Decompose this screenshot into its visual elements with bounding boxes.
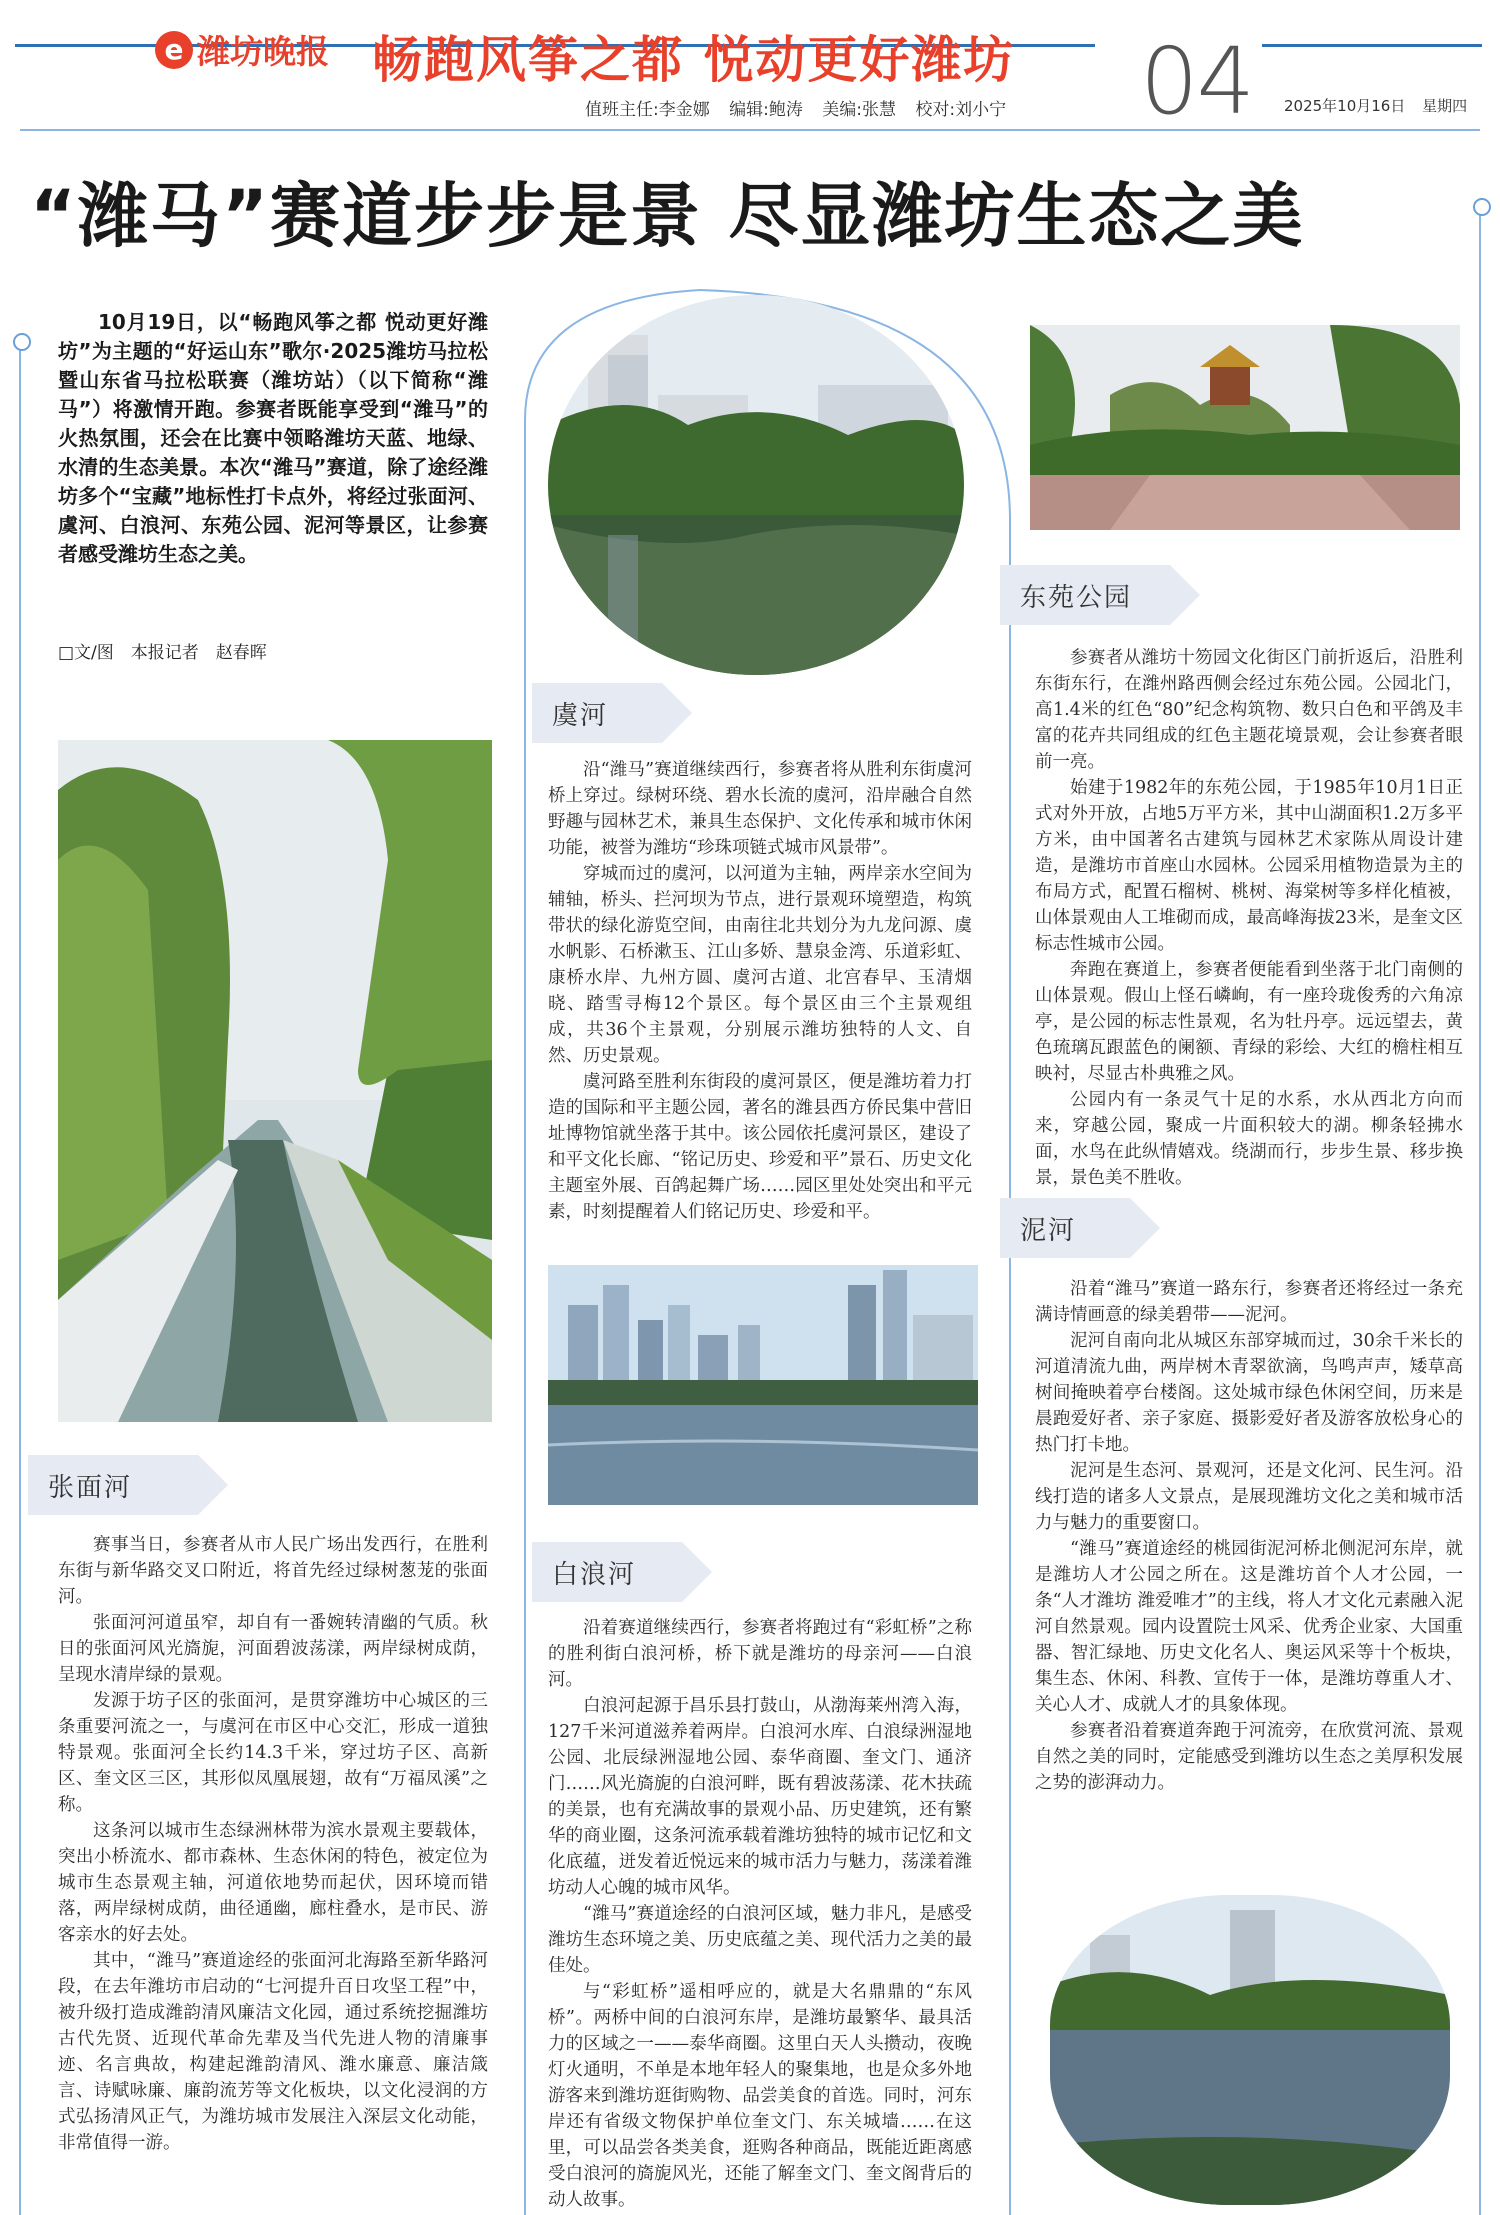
paragraph: 虞河路至胜利东街段的虞河景区，便是潍坊着力打造的国际和平主题公园，著名的潍县西方侨民集中营旧址博物馆就坐落于其中。该公园依托虞河景区，建设了和平文化长廊、“铭记历史、珍爱和平”景石、历史文化主题室外展、百鸽起舞广场……园区里处处突出和平元素，时刻提醒着人们铭记历史、珍爱和平。 (548, 1072, 972, 1222)
section-title-dongyuan: 东苑公园 (1000, 565, 1170, 625)
intro-paragraph: 10月19日，以“畅跑风筝之都 悦动更好潍坊”为主题的“好运山东”歌尔·2025潍坊马拉松暨山东省马拉松联赛（潍坊站）（以下简称“潍马”）将激情开跑。参赛者既能享受到“潍马”的火热氛围，还会在比赛中领略潍坊天蓝、地绿、水清的生态美景。本次“潍马”赛道，除了途经潍坊多个“宝藏”地标性打卡点外，将经过张面河、虞河、白浪河、东苑公园、泥河等景区，让参赛者感受潍坊生态之美。 (58, 310, 488, 566)
logo-text: 潍坊晚报 (197, 32, 329, 71)
curve-dot (1473, 198, 1491, 216)
paragraph: 发源于坊子区的张面河，是贯穿潍坊中心城区的三条重要河流之一，与虞河在市区中心交汇，形成一道独特景观。张面河全长约14.3千米，穿过坊子区、高新区、奎文区三区，其形似凤凰展翅，故有“万福凤溪”之称。 (58, 1691, 488, 1815)
article-zhangmian (58, 1532, 488, 2156)
page-number: 04 (1140, 28, 1254, 135)
photo-yuhe-river (548, 295, 964, 675)
byline: □文/图 本报记者 赵春晖 (58, 643, 267, 663)
photo-zhangmian-river (58, 740, 492, 1422)
section-title-nihe: 泥河 (1000, 1198, 1130, 1258)
paragraph: “潍马”赛道途经的白浪河区域，魅力非凡，是感受潍坊生态环境之美、历史底蕴之美、现代活力之美的最佳处。 (548, 1904, 972, 1976)
article-dongyuan (1035, 645, 1463, 1191)
credit-art: 美编:张慧 (822, 100, 897, 120)
paragraph: 参赛者从潍坊十笏园文化街区门前折返后，沿胜利东街东行，在潍州路西侧会经过东苑公园。公园北门，高1.4米的红色“80”纪念构筑物、数只白色和平鸽及丰富的花卉共同组成的红色主题花境景观，会让参赛者眼前一亮。 (1035, 648, 1463, 772)
paragraph: 与“彩虹桥”遥相呼应的，就是大名鼎鼎的“东风桥”。两桥中间的白浪河东岸，是潍坊最繁华、最具活力的区域之一——泰华商圈。这里白天人头攒动，夜晚灯火通明，不单是本地年轻人的聚集地，也是众多外地游客来到潍坊逛街购物、品尝美食的首选。同时，河东岸还有省级文物保护单位奎文门、东关城墙……在这里，可以品尝各类美食，逛购各种商品，既能近距离感受白浪河的旖旎风光，还能了解奎文门、奎文阁背后的动人故事。 (548, 1982, 972, 2210)
section-title-zhangmian: 张面河 (28, 1455, 198, 1515)
paragraph: 始建于1982年的东苑公园，于1985年10月1日正式对外开放，占地5万平方米，其中山湖面积1.2万多平方米，由中国著名古建筑与园林艺术家陈从周设计建造，是潍坊市首座山水园林。公园采用植物造景为主的布局方式，配置石榴树、桃树、海棠树等多样化植被，山体景观由人工堆砌而成，最高峰海拔23米，是奎文区标志性城市公园。 (1035, 778, 1463, 954)
article-nihe (1035, 1276, 1463, 1796)
paragraph: 其中，“潍马”赛道途经的张面河北海路至新华路河段，在去年潍坊市启动的“七河提升百日攻坚工程”中，被升级打造成潍韵清风廉洁文化园，通过系统挖掘潍坊古代先贤、近现代革命先辈及当代先进人物的清廉事迹、名言典故，构建起潍韵清风、潍水廉意、廉洁箴言、诗赋咏廉、廉韵流芳等文化板块，以文化浸润的方式弘扬清风正气，为潍坊城市发展注入深层文化动能，非常值得一游。 (58, 1951, 488, 2153)
paragraph: 沿“潍马”赛道继续西行，参赛者将从胜利东街虞河桥上穿过。绿树环绕、碧水长流的虞河，沿岸融合自然野趣与园林艺术，兼具生态保护、文化传承和城市休闲功能，被誉为潍坊“珍珠项链式城市风景带”。 (548, 760, 972, 858)
paragraph: 白浪河起源于昌乐县打鼓山，从渤海莱州湾入海，127千米河道滋养着两岸。白浪河水库、白浪绿洲湿地公园、北辰绿洲湿地公园、泰华商圈、奎文门、通济门……风光旖旎的白浪河畔，既有碧波荡漾、花木扶疏的美景，也有充满故事的景观小品、历史建筑，还有繁华的商业圈，这条河流承载着潍坊独特的城市记忆和文化底蕴，迸发着近悦远来的城市活力与魅力，荡漾着潍坊动人心魄的城市风华。 (548, 1696, 972, 1898)
page-title: “潍马”赛道步步是景 尽显潍坊生态之美 (30, 175, 1305, 257)
paragraph: 赛事当日，参赛者从市人民广场出发西行，在胜利东街与新华路交叉口附近，将首先经过绿树葱茏的张面河。 (58, 1535, 488, 1607)
curve-dot (13, 333, 31, 351)
photo-dongyuan-park (1030, 325, 1460, 530)
paragraph: 沿着赛道继续西行，参赛者将跑过有“彩虹桥”之称的胜利街白浪河桥，桥下就是潍坊的母亲河——白浪河。 (548, 1618, 972, 1690)
credit-proof: 校对:刘小宁 (915, 100, 1007, 120)
logo-e-icon: e (155, 31, 193, 69)
paragraph: 这条河以城市生态绿洲林带为滨水景观主要载体，突出小桥流水、都市森林、生态休闲的特色，被定位为城市生态景观主轴，河道依地势而起伏，因环境而错落，两岸绿树成荫，曲径通幽，廊柱叠水，是市民、游客亲水的好去处。 (58, 1821, 488, 1945)
paragraph: 穿城而过的虞河，以河道为主轴，两岸亲水空间为辅轴，桥头、拦河坝为节点，进行景观环境塑造，构筑带状的绿化游览空间，由南往北共划分为九龙问源、虞水帆影、石桥漱玉、江山多娇、慧泉金湾、乐道彩虹、康桥水岸、九州方圆、虞河古道、北宫春早、玉清烟晓、踏雪寻梅12个景区。每个景区由三个主景观组成，共36个主景观，分别展示潍坊独特的人文、自然、历史景观。 (548, 864, 972, 1066)
paragraph: 沿着“潍马”赛道一路东行，参赛者还将经过一条充满诗情画意的绿美碧带——泥河。 (1035, 1279, 1463, 1325)
credit-duty: 值班主任:李金娜 (585, 100, 710, 120)
article-bailang (548, 1615, 972, 2213)
section-title-yuhe: 虞河 (532, 683, 662, 743)
paragraph: 泥河自南向北从城区东部穿城而过，30余千米长的河道清流九曲，两岸树木青翠欲滴，鸟鸣声声，矮草高树间掩映着亭台楼阁。这处城市绿色休闲空间，历来是晨跑爱好者、亲子家庭、摄影爱好者及游客放松身心的热门打卡地。 (1035, 1331, 1463, 1455)
paragraph: 泥河是生态河、景观河，还是文化河、民生河。沿线打造的诸多人文景点，是展现潍坊文化之美和城市活力与魅力的重要窗口。 (1035, 1461, 1463, 1533)
masthead-slogan: 畅跑风筝之都 悦动更好潍坊 (372, 31, 1016, 89)
paragraph: “潍马”赛道途经的桃园街泥河桥北侧泥河东岸，就是潍坊人才公园之所在。这是潍坊首个人才公园，一条“人才潍坊 潍爱唯才”的主线，将人才文化元素融入泥河自然景观。园内设置院士风采、优秀企业家、大国重器、智汇绿地、历史文化名人、奥运风采等十个板块，集生态、休闲、科教、宣传于一体，是潍坊尊重人才、关心人才、成就人才的具象体现。 (1035, 1539, 1463, 1715)
date-text: 2025年10月16日 (1284, 97, 1406, 115)
paragraph: 参赛者沿着赛道奔跑于河流旁，在欣赏河流、景观自然之美的同时，定能感受到潍坊以生态之美厚积发展之势的澎湃动力。 (1035, 1721, 1463, 1793)
photo-nihe-river (1050, 1895, 1450, 2205)
paragraph: 张面河河道虽窄，却自有一番婉转清幽的气质。秋日的张面河风光旖旎，河面碧波荡漾，两岸绿树成荫，呈现水清岸绿的景观。 (58, 1613, 488, 1685)
photo-bailang-river (548, 1265, 978, 1505)
paragraph: 公园内有一条灵气十足的水系，水从西北方向而来，穿越公园，聚成一片面积较大的湖。柳条轻拂水面，水鸟在此纵情嬉戏。绕湖而行，步步生景、移步换景，景色美不胜收。 (1035, 1090, 1463, 1188)
weekday-text: 星期四 (1422, 97, 1468, 115)
paragraph: 奔跑在赛道上，参赛者便能看到坐落于北门南侧的山体景观。假山上怪石嶙峋，有一座玲珑俊秀的六角凉亭，是公园的标志性景观，名为牡丹亭。远远望去，黄色琉璃瓦跟蓝色的阑额、青绿的彩绘、大红的檐柱相互映衬，尽显古朴典雅之风。 (1035, 960, 1463, 1084)
article-yuhe (548, 757, 972, 1225)
section-title-bailang: 白浪河 (532, 1542, 682, 1602)
credit-editor: 编辑:鲍涛 (729, 100, 803, 120)
